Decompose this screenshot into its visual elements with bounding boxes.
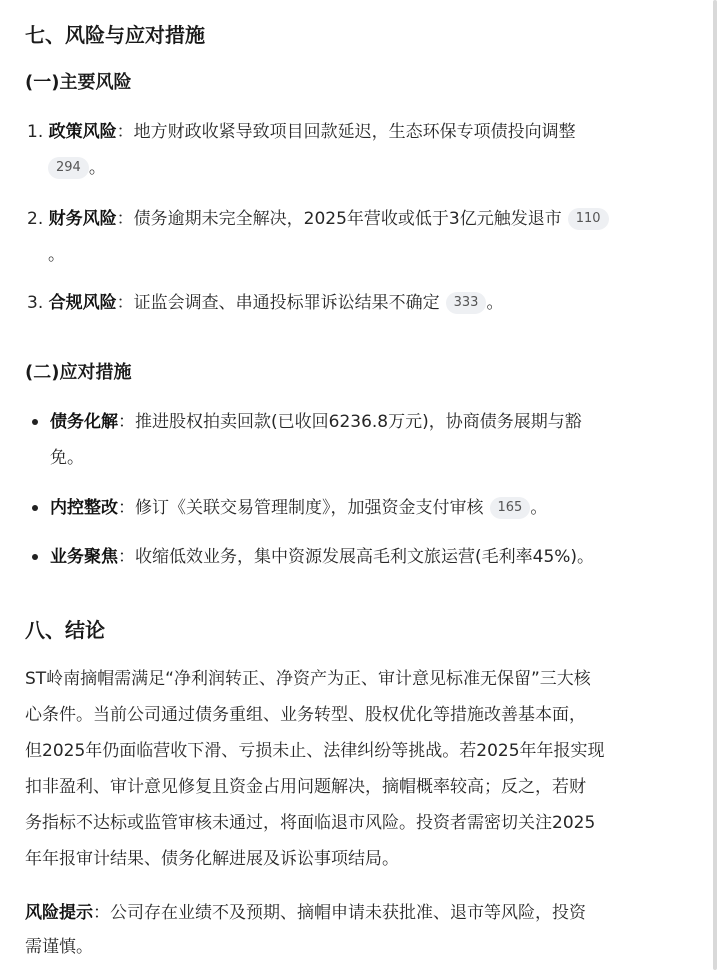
risk-warning-text: ：公司存在业绩不及预期、摘帽申请未获批准、退市等风险，投资 [93,903,586,923]
risk-item-3 [27,292,503,314]
measure-item-1 [50,411,582,433]
risk-item-2 [27,208,609,230]
risk-warning-cont: 需谨慎。 [25,937,93,957]
bullet-dot [32,505,38,511]
risk-text: ：地方财政收紧导致项目回款延迟，生态环保专项债投向调整 [116,122,576,142]
risk-item-1 [27,121,576,143]
conclusion-line-1: ST岭南摘帽需满足“净利润转正、净资产为正、审计意见标准无保留”三大核 [25,669,591,689]
measure-label: 债务化解 [50,412,118,432]
risk-warning-label: 风险提示 [25,903,93,923]
risk-number: 2. [27,209,44,229]
conclusion-line-5: 务指标不达标或监管审核未通过，将面临退市风险。投资者需密切关注2025 [25,813,596,833]
subsection-title-main-risks: (一)主要风险 [25,72,132,93]
measure-text: ：收缩低效业务，集中资源发展高毛利文旅运营(毛利率45%)。 [118,547,595,567]
conclusion-line-6: 年年报审计结果、债务化解进展及诉讼事项结局。 [25,849,399,869]
conclusion-line-3: 但2025年仍面临营收下滑、亏损未止、法律纠纷等挑战。若2025年年报实现 [25,741,605,761]
risk-number: 3. [27,293,44,313]
measure-text: ：修订《关联交易管理制度》，加强资金支付审核 [118,498,484,518]
measure-item-3 [50,546,594,568]
conclusion-line-4: 扣非盈利、审计意见修复且资金占用问题解决，摘帽概率较高；反之，若财 [25,777,586,797]
measure-text: ：推进股权拍卖回款(已收回6236.8万元)，协商债务展期与豁 [118,412,582,432]
risk-text: ：债务逾期未完全解决，2025年营收或低于3亿元触发退市 [116,209,562,229]
risk-warning [25,898,586,923]
section-title-risks: 七、风险与应对措施 [25,23,205,47]
citation-badge[interactable]: 294 [48,157,89,179]
subsection-title-measures: (二)应对措施 [25,362,132,383]
citation-badge[interactable]: 333 [446,292,487,314]
bullet-dot [32,419,38,425]
citation-badge[interactable]: 110 [568,208,609,230]
measure-tail: 。 [530,498,548,518]
risk-tail: 。 [486,293,504,313]
risk-label: 政策风险 [48,122,117,142]
risk-item-2-cont: 。 [48,245,65,265]
measure-label: 业务聚焦 [50,547,118,567]
risk-label: 财务风险 [48,209,117,229]
measure-item-2 [50,497,547,519]
citation-badge[interactable]: 165 [490,497,531,519]
risk-item-1-cont [48,157,106,179]
risk-text: ：证监会调查、串通投标罪诉讼结果不确定 [116,293,440,313]
scrollbar[interactable] [713,0,717,970]
conclusion-line-2: 心条件。当前公司通过债务重组、业务转型、股权优化等措施改善基本面， [25,705,586,725]
risk-label: 合规风险 [48,293,117,313]
measure-label: 内控整改 [50,498,118,518]
risk-tail: 。 [88,158,106,178]
section-title-conclusion: 八、结论 [25,618,105,642]
bullet-dot [32,554,38,560]
measure-item-1-cont: 免。 [50,448,84,468]
risk-number: 1. [27,122,44,142]
